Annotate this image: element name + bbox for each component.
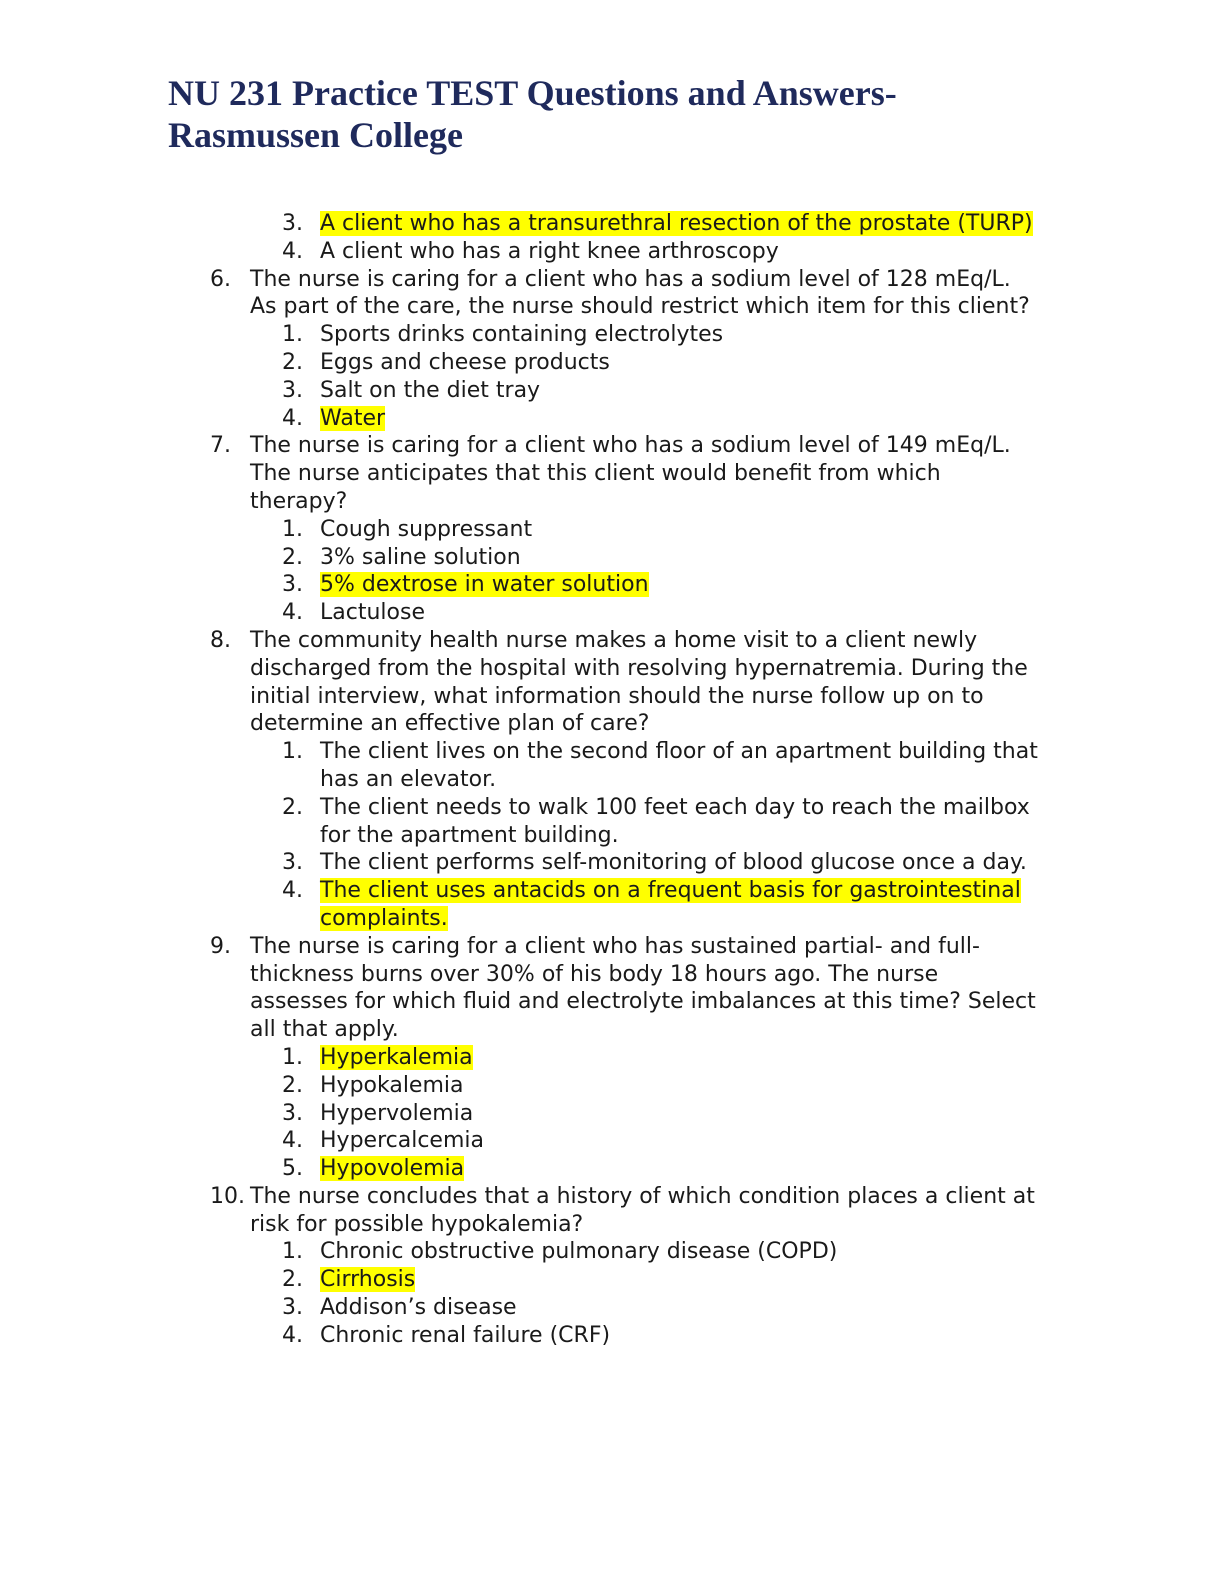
option-number: 2. <box>282 794 303 820</box>
question-number: 7. <box>210 433 231 459</box>
option-text-highlighted: Water <box>320 405 386 431</box>
answer-option <box>282 321 1040 349</box>
option-text: Hypercalcemia <box>320 1128 484 1154</box>
option-number: 3. <box>282 211 303 236</box>
answer-option <box>282 1294 1040 1322</box>
answer-option <box>282 405 1040 433</box>
answer-option <box>282 210 1040 238</box>
option-text: Eggs and cheese products <box>320 349 610 375</box>
option-number: 4. <box>282 600 303 626</box>
question-text: The nurse concludes that a history of which condition places a client at risk for possible hypokalemia? <box>250 1183 1035 1237</box>
option-number: 1. <box>282 1239 303 1265</box>
option-text: A client who has a right knee arthroscopy <box>320 238 779 264</box>
question-item <box>210 933 1040 1044</box>
question-text: The nurse is caring for a client who has a sodium level of 149 mEq/L. The nurse anticipates that this client would benefit from which therapy? <box>250 433 1011 514</box>
option-text: The client needs to walk 100 feet each day to reach the mailbox for the apartment building. <box>320 794 1030 848</box>
option-text: Lactulose <box>320 600 425 626</box>
option-number: 4. <box>282 238 303 264</box>
option-text: Sports drinks containing electrolytes <box>320 322 724 348</box>
title-line-1: NU 231 Practice TEST Questions and Answers- <box>168 73 897 113</box>
answer-option <box>282 1127 1040 1155</box>
question-number: 10. <box>210 1183 245 1209</box>
question-number: 8. <box>210 627 231 653</box>
option-text: Hypervolemia <box>320 1100 474 1126</box>
option-number: 4. <box>282 878 303 904</box>
option-text: 3% saline solution <box>320 544 521 570</box>
option-text-highlighted: A client who has a transurethral resection of the prostate (TURP) <box>320 211 1033 236</box>
option-number: 3. <box>282 1295 303 1321</box>
option-number: 1. <box>282 739 303 765</box>
option-number: 2. <box>282 1072 303 1098</box>
option-text-highlighted: Cirrhosis <box>320 1267 416 1293</box>
title-line-2: Rasmussen College <box>168 115 463 155</box>
answer-option <box>282 349 1040 377</box>
option-number: 3. <box>282 1100 303 1126</box>
option-number: 1. <box>282 516 303 542</box>
question-item <box>210 432 1040 515</box>
answer-option <box>282 1100 1040 1128</box>
option-text-highlighted: 5% dextrose in water solution <box>320 572 649 598</box>
question-item <box>210 266 1040 322</box>
option-text: Chronic obstructive pulmonary disease (COPD) <box>320 1239 838 1265</box>
question-number: 6. <box>210 266 231 292</box>
option-number: 3. <box>282 850 303 876</box>
answer-option <box>282 1322 1040 1350</box>
document-title <box>168 72 1068 156</box>
question-list <box>210 210 1040 1350</box>
answer-option <box>282 1238 1040 1266</box>
option-number: 4. <box>282 1128 303 1154</box>
option-number: 3. <box>282 377 303 403</box>
answer-option <box>282 1155 1040 1183</box>
option-number: 2. <box>282 1267 303 1293</box>
option-text: Salt on the diet tray <box>320 377 541 403</box>
option-text: The client performs self-monitoring of blood glucose once a day. <box>320 850 1027 876</box>
answer-option <box>282 877 1040 933</box>
option-number: 2. <box>282 544 303 570</box>
answer-option <box>282 1044 1040 1072</box>
option-text: Chronic renal failure (CRF) <box>320 1322 611 1348</box>
option-text-highlighted: Hypovolemia <box>320 1156 465 1182</box>
answer-option <box>282 238 1040 266</box>
answer-option <box>282 516 1040 544</box>
option-number: 5. <box>282 1156 303 1182</box>
question-text: The community health nurse makes a home visit to a client newly discharged from the hospital with resolving hypernatremia. During the initial interview, what information should the nurse follow up on to determine an effective plan of care? <box>250 627 1028 737</box>
answer-option <box>282 849 1040 877</box>
option-number: 4. <box>282 405 303 431</box>
answer-option <box>282 738 1040 794</box>
question-number: 9. <box>210 933 231 959</box>
question-text: The nurse is caring for a client who has sustained partial- and full-thickness burns over 30% of his body 18 hours ago. The nurse assesses for which fluid and electrolyte imbalances at this time? Select all that apply. <box>250 933 1036 1043</box>
question-item <box>210 1183 1040 1239</box>
answer-option <box>282 794 1040 850</box>
option-text: Cough suppressant <box>320 516 533 542</box>
answer-option <box>282 544 1040 572</box>
question-item <box>210 627 1040 738</box>
answer-option <box>282 1266 1040 1294</box>
option-number: 1. <box>282 322 303 348</box>
option-text-highlighted: The client uses antacids on a frequent basis for gastrointestinal complaints. <box>320 878 1021 931</box>
answer-option <box>282 599 1040 627</box>
answer-option <box>282 571 1040 599</box>
option-number: 1. <box>282 1044 303 1070</box>
option-text: Addison’s disease <box>320 1295 517 1321</box>
answer-option <box>282 377 1040 405</box>
option-number: 4. <box>282 1322 303 1348</box>
option-text-highlighted: Hyperkalemia <box>320 1044 473 1070</box>
option-number: 3. <box>282 572 303 598</box>
question-text: The nurse is caring for a client who has a sodium level of 128 mEq/L. As part of the care, the nurse should restrict which item for this client? <box>250 266 1030 320</box>
option-text: The client lives on the second floor of an apartment building that has an elevator. <box>320 739 1038 792</box>
option-text: Hypokalemia <box>320 1072 464 1098</box>
answer-option <box>282 1072 1040 1100</box>
option-number: 2. <box>282 349 303 375</box>
